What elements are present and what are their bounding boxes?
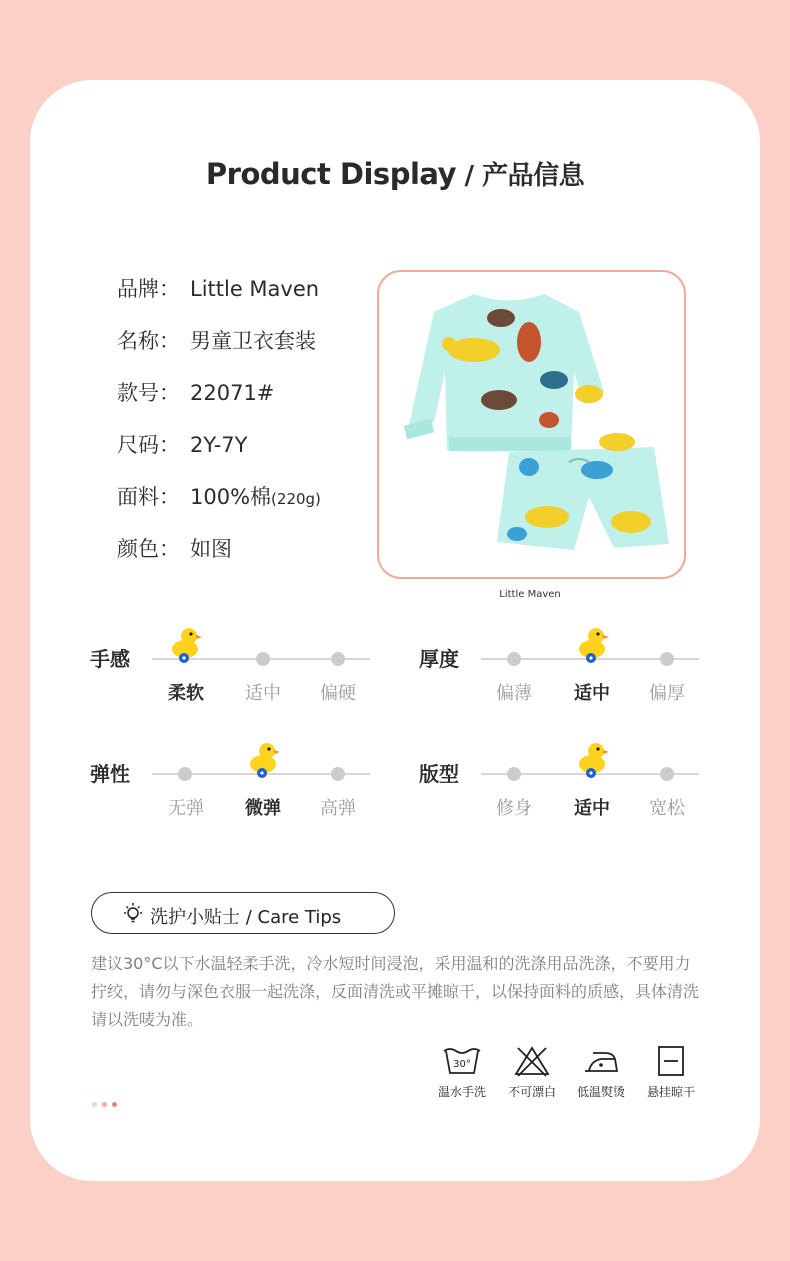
scale-elasticity (90, 758, 380, 828)
product-photo (377, 270, 686, 579)
spec-value: 男童卫衣套装 (190, 329, 316, 353)
hand-wash-temp: 30° (453, 1059, 471, 1070)
scale-fit (419, 758, 709, 828)
scale-option: 微弹 (245, 798, 281, 819)
scale-option: 适中 (574, 683, 610, 704)
spec-label: 尺码： (117, 433, 180, 457)
scale-option: 无弹 (168, 798, 204, 819)
spec-label: 款号： (117, 381, 180, 405)
scale-label: 手感 (90, 647, 130, 671)
photo-caption: Little Maven (499, 589, 561, 600)
duck-marker-icon (169, 625, 203, 663)
page-title (0, 155, 790, 192)
care-hand-wash (422, 1045, 502, 1100)
care-hang-dry (631, 1045, 711, 1100)
no-bleach-icon (512, 1045, 552, 1077)
scale-option: 偏薄 (496, 683, 532, 704)
spec-label: 颜色： (117, 537, 180, 561)
scale-option: 柔软 (168, 683, 204, 704)
spec-fabric (117, 480, 321, 532)
scale-option: 适中 (245, 683, 281, 704)
scale-dot (331, 652, 345, 666)
spec-value: 如图 (190, 537, 232, 561)
care-label: 不可漂白 (507, 1085, 556, 1099)
spec-label: 品牌： (117, 277, 180, 301)
care-no-bleach (492, 1045, 572, 1100)
scale-option: 高弹 (320, 798, 356, 819)
pagination-dot (102, 1102, 107, 1107)
scale-dot (660, 767, 674, 781)
spec-value: 100%棉 (190, 485, 272, 509)
scale-label: 弹性 (90, 762, 130, 786)
title-cn: 产品信息 (482, 161, 585, 191)
scale-dot (507, 652, 521, 666)
care-tips-label: 洗护小贴士 / Care Tips (150, 907, 342, 928)
scale-dot (331, 767, 345, 781)
pagination-dots (92, 1092, 122, 1111)
spec-name (117, 324, 321, 376)
spec-color (117, 532, 321, 584)
care-low-iron (561, 1045, 641, 1100)
spec-value-suffix: (220g) (271, 490, 321, 508)
scale-label: 厚度 (419, 647, 459, 671)
spec-list (117, 272, 321, 584)
spec-label: 名称： (117, 329, 180, 353)
spec-style-no (117, 376, 321, 428)
scale-label: 版型 (419, 762, 459, 786)
care-tips-text: 建议30°C以下水温轻柔手洗，冷水短时间浸泡，采用温和的洗涤用品洗涤，不要用力拧绞，请勿与深色衣服一起洗涤，反面清洗或平摊晾干，以保持面料的质感，具体清洗请以洗唛为准。 (91, 954, 700, 1029)
care-label: 低温熨烫 (576, 1085, 625, 1099)
care-label: 悬挂晾干 (646, 1085, 695, 1099)
spec-size (117, 428, 321, 480)
spec-value: 22071# (190, 381, 275, 405)
duck-marker-icon (576, 740, 610, 778)
title-en: Product Display (205, 157, 456, 191)
care-tips-badge (91, 892, 395, 934)
hand-wash-icon (442, 1045, 482, 1077)
scale-hand-feel (90, 643, 380, 713)
lightbulb-icon (122, 902, 144, 924)
pagination-dot (92, 1102, 97, 1107)
pagination-dot (112, 1102, 117, 1107)
scale-dot (256, 652, 270, 666)
scale-option: 偏厚 (649, 683, 685, 704)
duck-marker-icon (247, 740, 281, 778)
scale-thickness (419, 643, 709, 713)
spec-brand (117, 272, 321, 324)
scale-option: 宽松 (649, 798, 685, 819)
scale-option: 适中 (574, 798, 610, 819)
scale-dot (178, 767, 192, 781)
scale-option: 修身 (496, 798, 532, 819)
spec-value: Little Maven (190, 277, 320, 301)
spec-value: 2Y-7Y (190, 433, 248, 457)
scale-dot (660, 652, 674, 666)
title-separator: / (455, 161, 483, 191)
scale-option: 偏硬 (320, 683, 356, 704)
care-label: 温水手洗 (437, 1085, 486, 1099)
duck-marker-icon (576, 625, 610, 663)
spec-label: 面料： (117, 485, 180, 509)
low-iron-icon (581, 1045, 621, 1077)
hang-dry-icon (651, 1045, 691, 1077)
scale-dot (507, 767, 521, 781)
